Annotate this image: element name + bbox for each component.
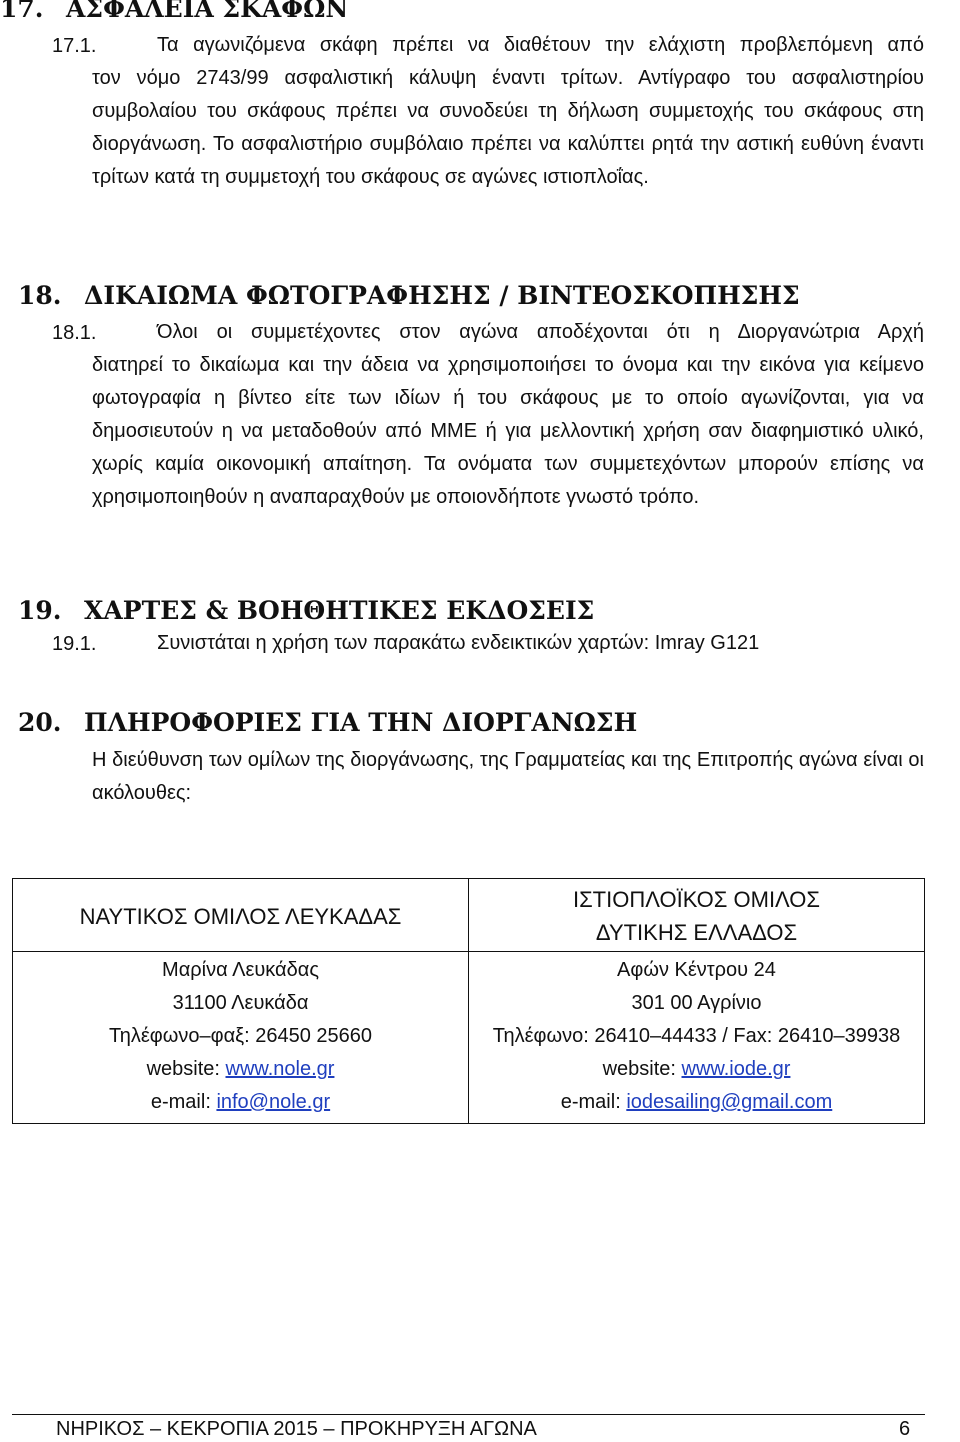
club-details-cell <box>469 952 925 1124</box>
email-link[interactable]: info@nole.gr <box>216 1091 331 1113</box>
section-20-heading <box>18 708 637 737</box>
website-link[interactable]: www.iode.gr <box>681 1058 791 1080</box>
website-label: website: <box>146 1058 226 1080</box>
club-phone: Τηλέφωνο–φαξ: 26450 25660 <box>108 1025 372 1047</box>
clause-first-line: Τα αγωνιζόμενα σκάφη πρέπει να διαθέτουν την ελάχιστη προβλεπόμενη από <box>157 34 924 56</box>
club-phone: Τηλέφωνο: 26410–44433 / Fax: 26410–39938 <box>492 1025 901 1047</box>
email-link[interactable]: iodesailing@gmail.com <box>626 1091 833 1113</box>
clause-text: τον νόμο 2743/99 ασφαλιστική κάλυψη έναντι τρίτων. Αντίγραφο του ασφαλιστηρίου συμβολαίου του σκάφους πρέπει να συνοδεύει τη δήλωση συμμετοχής του σκάφους στη διοργάνωση. Το ασφαλιστήριο συμβόλαιο πρέπει να καλύπτει ρητά την αστική ευθύνη έναντι τρίτων κατά τη συμμετοχή του σκάφους σε αγώνες ιστιοπλοΐας. <box>92 67 924 188</box>
section-intro: Η διεύθυνση των ομίλων της διοργάνωσης, της Γραμματείας και της Επιτροπής αγώνα είναι οι ακόλουθες: <box>92 749 924 804</box>
club-name: ΙΣΤΙΟΠΛΟΪΚΟΣ ΟΜΙΛΟΣ <box>572 887 821 912</box>
club-website <box>17 1053 464 1086</box>
email-label: e-mail: <box>560 1091 627 1113</box>
club-address: Μαρίνα Λευκάδας <box>162 959 319 981</box>
club-details-cell <box>13 952 469 1124</box>
clubs-table <box>12 878 925 1124</box>
clause-text: Συνιστάται η χρήση των παρακάτω ενδεικτικών χαρτών: Imray G121 <box>157 632 760 654</box>
club-name-cell <box>13 879 469 952</box>
section-title: ΑΣΦΑΛΕΙΑ ΣΚΑΦΩΝ <box>66 0 349 23</box>
section-number: 17. <box>0 0 44 23</box>
section-19-heading <box>18 596 594 625</box>
club-email <box>17 1086 464 1119</box>
club-email <box>473 1086 920 1119</box>
club-website <box>473 1053 920 1086</box>
club-name: ΔΥΤΙΚΗΣ ΕΛΛΑΔΟΣ <box>595 920 798 945</box>
website-label: website: <box>602 1058 682 1080</box>
footer-title: ΝΗΡΙΚΟΣ – ΚΕΚΡΟΠΙΑ 2015 – ΠΡΟΚΗΡΥΞΗ ΑΓΩΝΑ <box>56 1418 537 1440</box>
section-title: ΔΙΚΑΙΩΜΑ ΦΩΤΟΓΡΑΦΗΣΗΣ / ΒΙΝΤΕΟΣΚΟΠΗΣΗΣ <box>84 281 800 310</box>
club-city: 31100 Λευκάδα <box>172 992 309 1014</box>
club-address: Αφών Κέντρου 24 <box>617 959 776 981</box>
email-label: e-mail: <box>150 1091 217 1113</box>
club-city: 301 00 Αγρίνιο <box>631 992 762 1014</box>
table-row <box>13 879 925 952</box>
page-number: 6 <box>899 1418 911 1440</box>
club-name-cell <box>469 879 925 952</box>
section-title: ΠΛΗΡΟΦΟΡΙΕΣ ΓΙΑ ΤΗΝ ΔΙΟΡΓΑΝΩΣΗ <box>84 708 638 737</box>
section-number: 18. <box>18 281 62 310</box>
clause-text: διατηρεί το δικαίωμα και την άδεια να χρησιμοποιήσει το όνομα και την εικόνα για κείμενο φωτογραφία η βίντεο είτε των ιδίων ή του σκάφους με το οποίο αγωνίζονται, για να δημοσιευτούν η να μεταδοθούν από ΜΜΕ ή για μελλοντική χρήση σαν διαφημιστικό υλικό, χωρίς καμία οικονομική απαίτηση. Τα ονόματα των συμμετεχόντων μπορούν επίσης να χρησιμοποιηθούν η αναπαραχθούν με οποιονδήποτε γνωστό τρόπο. <box>92 354 924 508</box>
club-name: ΝΑΥΤΙΚΟΣ ΟΜΙΛΟΣ ΛΕΥΚΑΔΑΣ <box>79 903 402 929</box>
footer-divider <box>12 1414 925 1415</box>
clause-number: 17.1. <box>52 35 97 57</box>
clause-first-line: Όλοι οι συμμετέχοντες στον αγώνα αποδέχονται ότι η Διοργανώτρια Αρχή <box>157 321 924 343</box>
section-title: ΧΑΡΤΕΣ & ΒΟΗΘΗΤΙΚΕΣ ΕΚΔΟΣΕΙΣ <box>84 596 595 625</box>
section-18-heading <box>18 281 800 310</box>
clause-number: 18.1. <box>52 322 97 344</box>
website-link[interactable]: www.nole.gr <box>225 1058 335 1080</box>
section-17-heading <box>0 0 348 23</box>
clause-number: 19.1. <box>52 633 97 655</box>
table-row <box>13 952 925 1124</box>
section-number: 19. <box>18 596 62 625</box>
section-number: 20. <box>18 708 62 737</box>
